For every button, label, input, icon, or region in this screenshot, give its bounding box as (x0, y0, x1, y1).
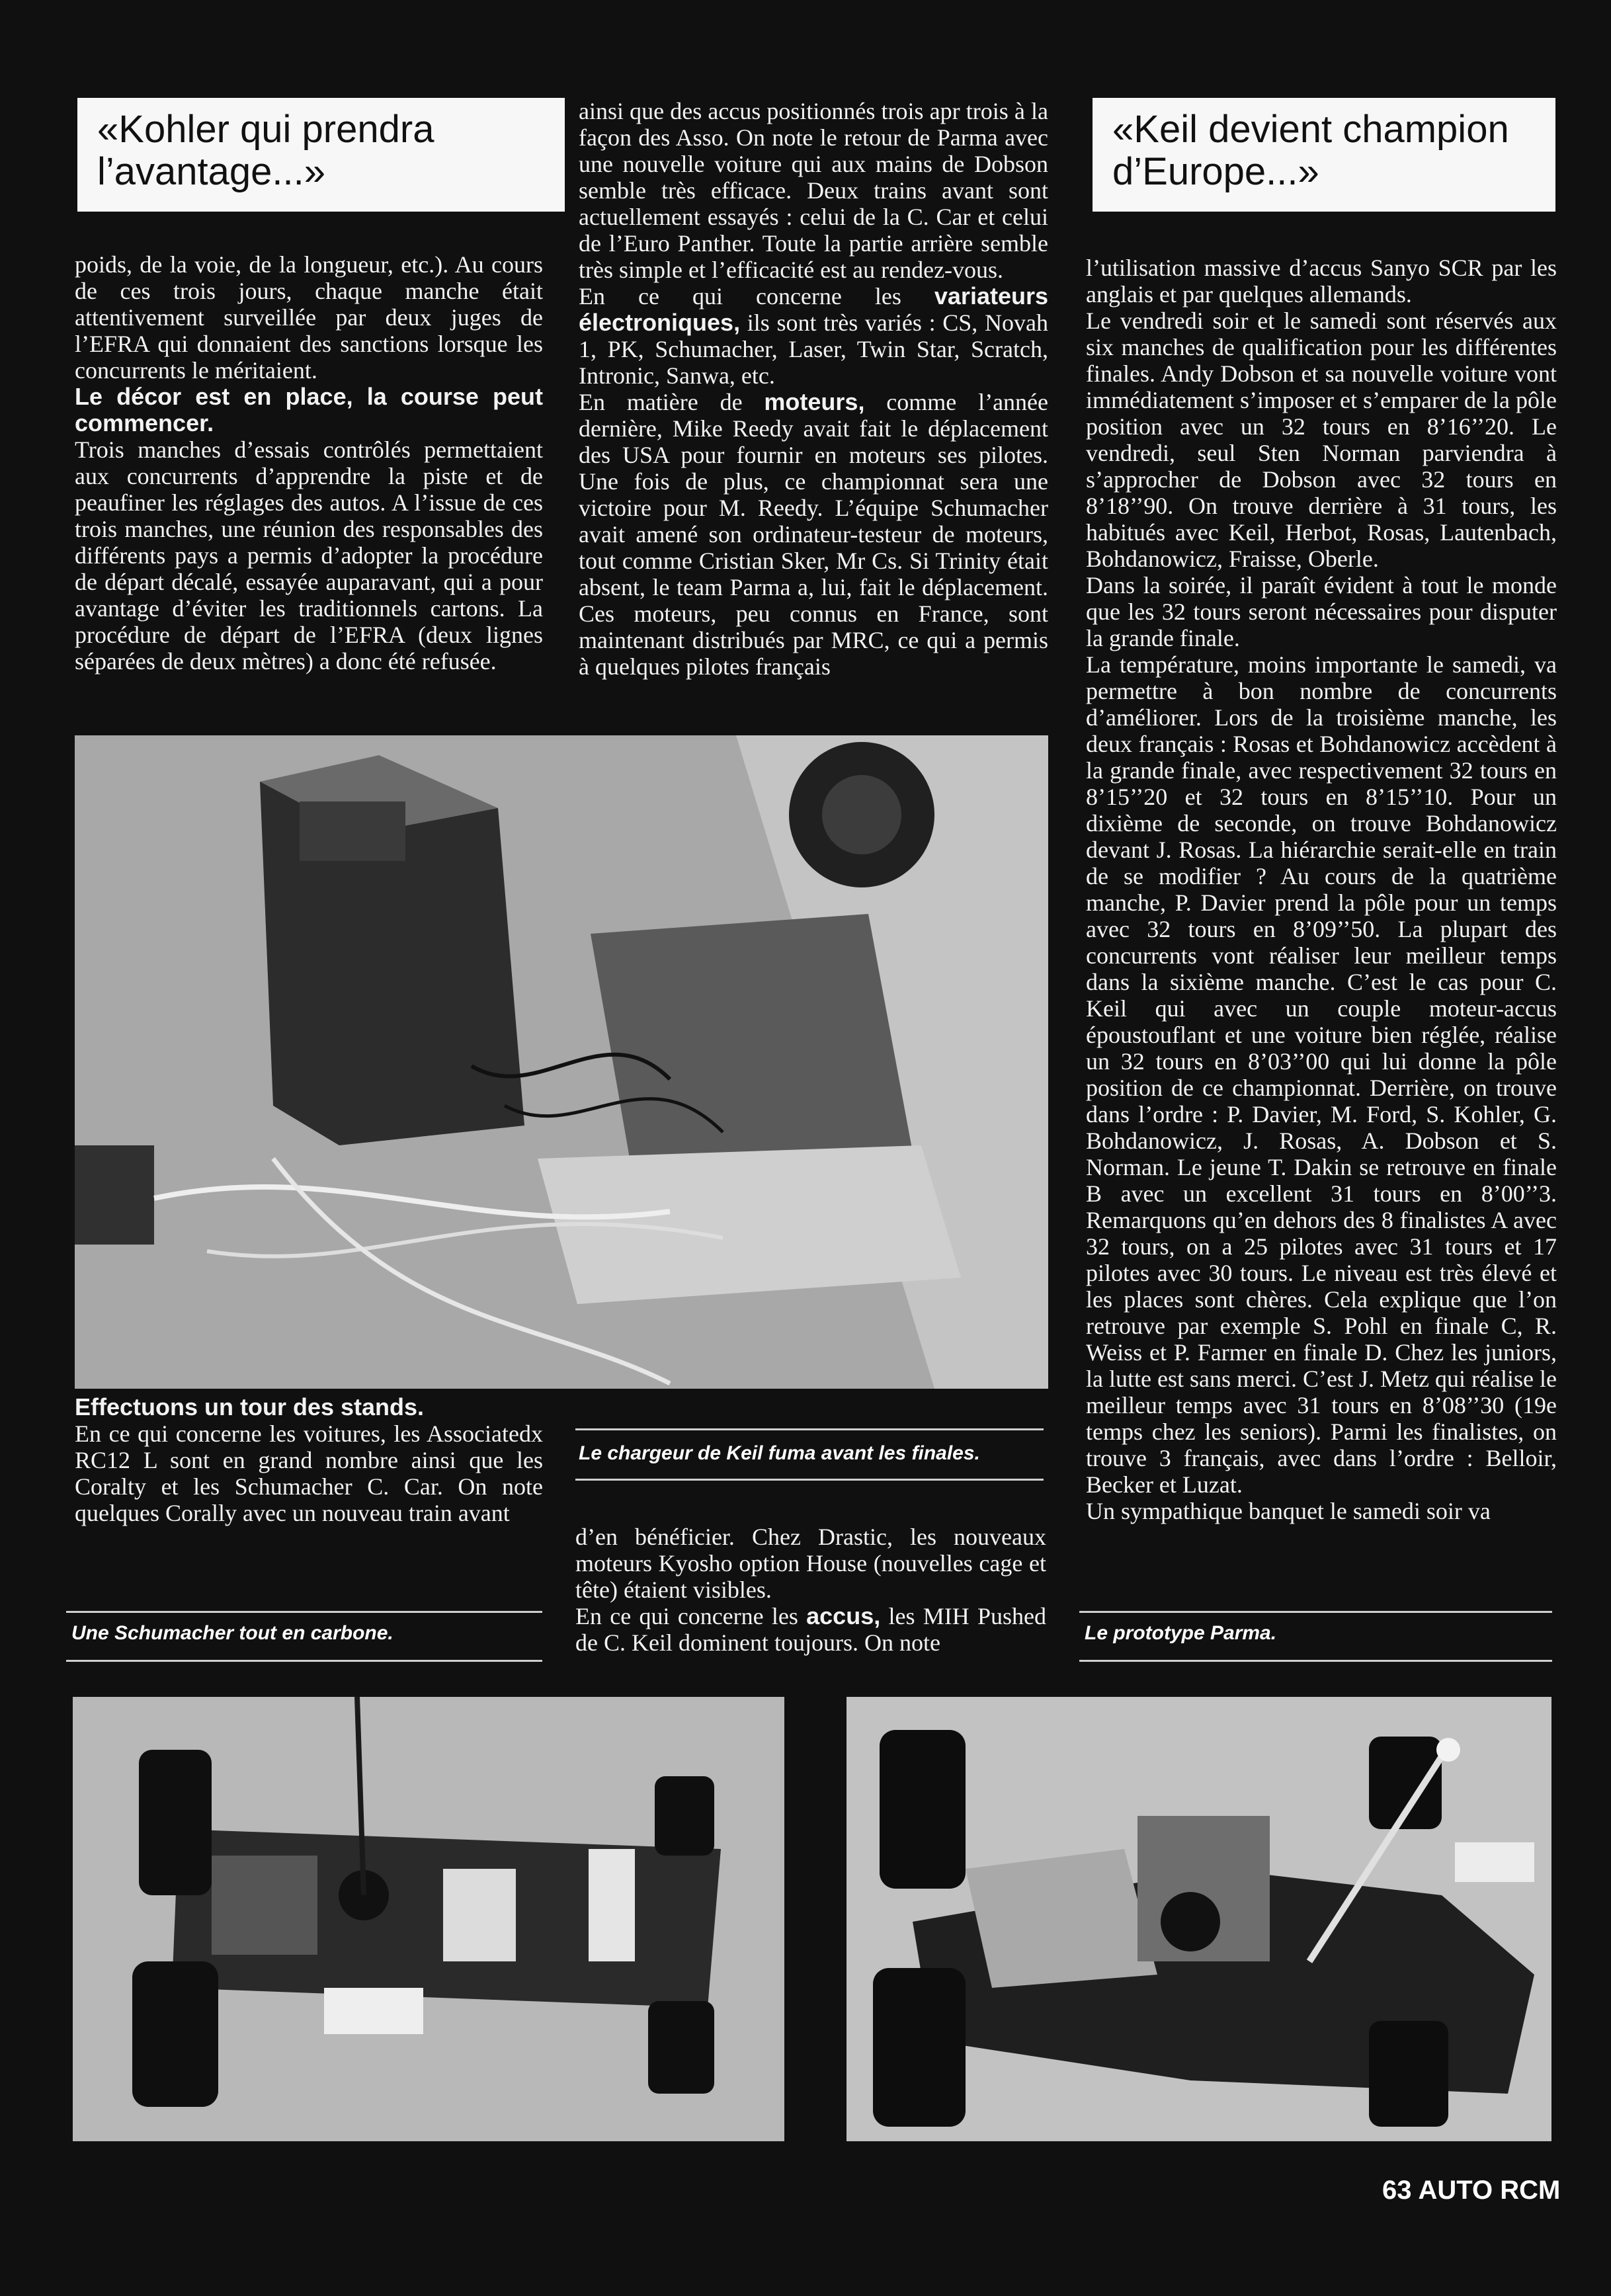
headline-left (77, 98, 565, 212)
mid-paragraph-2: En ce qui concerne les accus, les MIH Pushed de C. Keil dominent toujours. On note (575, 1602, 1046, 1656)
col3-paragraph-4: La température, moins importante le samedi, va permettre à bon nombre de concurrents d’améliorer. Lors de la troisième manche, les deux français : Rosas et Bohdanowicz accèdent à la grande finale, avec respectivement 32 tours en 8’15’’20 et 32 tours en 8’15’’10. Pour un dixième de seconde, on trouve Bohdanowicz devant J. Rosas. La hiérarchie serait-elle en train de se modifier ? Au cours de la quatrième manche, P. Davier prend la pôle pour un temps avec 32 tours en 8’09’’50. La plupart des concurrents vont réaliser leur meilleur temps dans la sixième manche. C’est le cas pour C. Keil qui avec un couple moteur-accus époustouflant et une voiture bien réglée, réalise un 32 tours en 8’03’’00 qui lui donne la pôle position de ce championnat. Derrière, on trouve dans l’ordre : P. Davier, M. Ford, S. Kohler, G. Bohdanowicz, J. Rosas, A. Dobson et S. Norman. Le jeune T. Dakin se retrouve en finale B avec un excellent 31 tours en 8’00’’3. Remarquons qu’en dehors des 8 finalistes A avec 32 tours, on a 25 pilotes avec 31 tours et 17 pilotes avec 30 tours. Le niveau est très élevé et les places sont chères. Cela explique que l’on retrouve par exemple S. Pohl en finale C, R. Weiss et P. Farmer en finale D. Chez les juniors, la lutte est sans merci. C’est J. Metz qui réalise le meilleur temps avec 31 tours en 8’08’’30 (19e temps chez les seniors). Parmi les finalistes, on trouve 3 français, avec dans l’ordre : Belloir, Becker et Luzat. (1086, 651, 1557, 1498)
col2-paragraph-1: ainsi que des accus positionnés trois apr trois à la façon des Asso. On note le retour de Parma avec une nouvelle voiture qui aux mains de Dobson semble très efficace. Deux trains avant sont actuellement essayés : celui de la C. Car et celui de l’Euro Panther. Toute la partie arrière semble très simple et l’efficacité est au rendez-vous. (579, 98, 1048, 283)
page-number: 63 (1382, 2176, 1412, 2205)
photo-charger-image (75, 735, 1048, 1389)
col3-paragraph-1: l’utilisation massive d’accus Sanyo SCR par les anglais et par quelques allemands. (1086, 255, 1557, 308)
mid-paragraph-1: d’en bénéficier. Chez Drastic, les nouveaux moteurs Kyosho option House (nouvelles cage et tête) étaient visibles. (575, 1524, 1046, 1603)
col2-paragraph-2: En ce qui concerne les variateurs électroniques, ils sont très variés : CS, Novah 1, PK, Schumacher, Laser, Twin Star, Scratch, Intronic, Sanwa, etc. (579, 282, 1048, 389)
page-footer (1382, 2176, 1560, 2205)
headline-right-line2: d’Europe...» (1112, 150, 1319, 193)
headline-right (1093, 98, 1555, 212)
photo-schumacher-image (73, 1697, 784, 2141)
magazine-name: AUTO RCM (1418, 2176, 1561, 2205)
caption-rule-charger-top (575, 1428, 1044, 1430)
photo-schumacher-car (73, 1697, 784, 2141)
col1-subheading: Le décor est en place, la course peut commencer. (75, 383, 543, 436)
caption-schumacher: Une Schumacher tout en carbone. (71, 1622, 393, 1644)
caption-charger: Le chargeur de Keil fuma avant les finales. (579, 1442, 980, 1464)
col2-paragraph-3: En matière de moteurs, comme l’année dernière, Mike Reedy avait fait le déplacement des USA pour fournir en moteurs ses pilotes. Une fois de plus, ce championnat sera une victoire pour M. Reedy. L’équipe Schumacher avait amené son ordinateur-testeur de moteurs, tout comme Cristian Sker, Mr Cs. Si Trinity était absent, le team Parma a, lui, fait le déplacement. Ces moteurs, peu connus en France, sont maintenant distribués par MRC, ce qui a permis à quelques pilotes français (579, 388, 1049, 680)
column-left (75, 251, 543, 675)
headline-left-line1: «Kohler qui prendra (97, 108, 434, 151)
photo-parma-image (847, 1697, 1551, 2141)
col1-paragraph-1: poids, de la voie, de la longueur, etc.). Au cours de ces trois jours, chaque manche était attentivement surveillée par deux juges de l’EFRA qui donnaient des sanctions lorsque les concurrents le méritaient. (75, 251, 543, 384)
col3-paragraph-5: Un sympathique banquet le samedi soir va (1086, 1498, 1491, 1524)
col3-paragraph-2: Le vendredi soir et le samedi sont réservés aux six manches de qualification pour les différentes finales. Andy Dobson et sa nouvelle voiture vont immédiatement s’imposer et s’emparer de la pôle position avec un 32 tours en 8’16’’20. Le vendredi, seul Sten Norman parviendra à s’approcher de Dobson avec 32 tours en 8’18’’90. On trouve derrière à 31 tours, les habitués avec Keil, Herbot, Rosas, Lautenbach, Bohdanowicz, Fraisse, Oberle. (1086, 308, 1557, 572)
photo-parma-prototype (847, 1697, 1551, 2141)
photo-charger (75, 735, 1048, 1389)
headline-right-line1: «Keil devient champion (1112, 108, 1509, 151)
col3-paragraph-3: Dans la soirée, il paraît évident à tout le monde que les 32 tours seront nécessaires pour disputer la grande finale. (1086, 572, 1557, 651)
column-right (1086, 255, 1557, 1524)
caption-rule-parma-top (1079, 1611, 1552, 1613)
caption-rule-charger-bottom (575, 1479, 1044, 1481)
stands-paragraph: En ce qui concerne les voitures, les Associatedx RC12 L sont en grand nombre ainsi que les Coralty et les Schumacher C. Car. On note quelques Corally avec un nouveau train avant (75, 1420, 543, 1526)
below-photo-left-text (75, 1394, 543, 1526)
stands-subheading: Effectuons un tour des stands. (75, 1393, 425, 1420)
caption-rule-parma-bottom (1079, 1660, 1552, 1662)
headline-left-line2: l’avantage...» (97, 150, 326, 193)
caption-rule-schumacher-bottom (66, 1660, 542, 1662)
col1-paragraph-3: Trois manches d’essais contrôlés permettaient aux concurrents d’apprendre la piste et de peaufiner les réglages des autos. A l’issue de ces trois manches, une réunion des responsables des différents pays a permis d’adopter la procédure de départ décalé, essayée auparavant, qui a pour avantage d’éviter les traditionnels cartons. La procédure de départ de l’EFRA (deux lignes séparées de deux mètres) a donc été refusée. (75, 436, 543, 675)
column-middle (579, 98, 1048, 680)
below-photo-middle-text (575, 1524, 1046, 1656)
caption-parma: Le prototype Parma. (1085, 1622, 1277, 1644)
caption-rule-schumacher-top (66, 1611, 542, 1613)
